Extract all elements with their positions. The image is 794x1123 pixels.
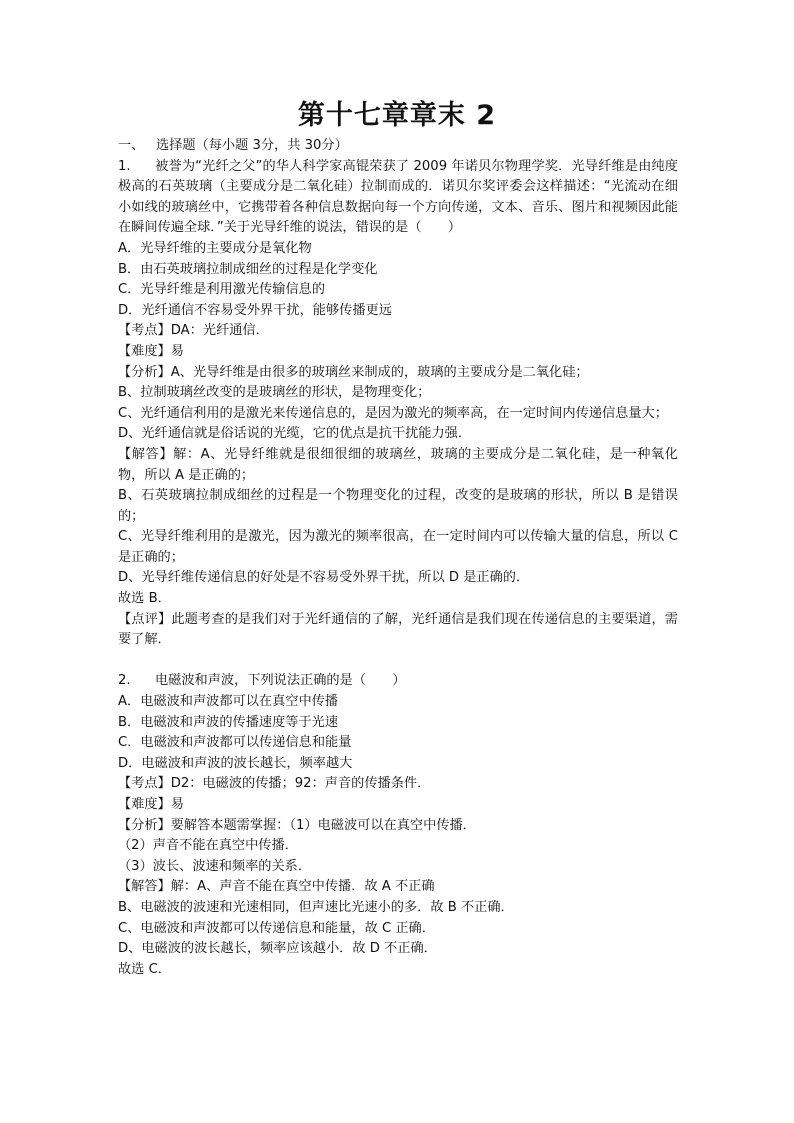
question-text: 被誉为“光纤之父”的华人科学家高锟荣获了 2009 年诺贝尔物理学奖．光导纤维是由纯度极高的石英玻璃（主要成分是二氧化硅）拉制而成的．诺贝尔奖评委会这样描述：“光流动在细小如线的玻璃丝中，它携带着各种信息数据向每一个方向传递，文本、音乐、图片和视频因此能在瞬间传遍全球．”关于光导纤维的说法，错误的是（ ） (118, 158, 678, 236)
document-body (118, 136, 678, 980)
section-heading (118, 136, 678, 157)
option-c: C．电磁波和声波都可以传递信息和能量 (118, 735, 352, 751)
difficulty: 【难度】易 (118, 797, 184, 812)
answer-choice: 故选 B． (118, 591, 171, 607)
question-1-stem (118, 157, 678, 239)
analysis-line: 【分析】要解答本题需掌握：（1）电磁波可以在真空中传播． (118, 817, 476, 833)
section-number: 一、 (118, 138, 145, 153)
difficulty: 【难度】易 (118, 343, 184, 359)
kaodian: 【考点】D2：电磁波的传播；92：声音的传播条件． (118, 776, 431, 792)
question-number: 2. (118, 673, 131, 689)
analysis-line: （3）波长、波速和频率的关系． (118, 858, 312, 874)
option-a: A．光导纤维的主要成分是氧化物 (118, 240, 312, 256)
kaodian: 【考点】DA：光纤通信． (118, 323, 269, 339)
comment: 【点评】此题考查的是我们对于光纤通信的了解，光纤通信是我们现在传递信息的主要渠道，需要了解． (118, 611, 678, 648)
solution-line: 【解答】解：A、声音不能在真空中传播．故 A 不正确 (118, 879, 435, 895)
option-a: A．电磁波和声波都可以在真空中传播 (118, 694, 339, 710)
answer-choice: 故选 C． (118, 961, 171, 977)
option-d: D．光纤通信不容易受外界干扰，能够传播更远 (118, 302, 392, 318)
option-d: D．电磁波和声波的波长越长，频率越大 (118, 755, 353, 771)
option-c: C．光导纤维是利用激光传输信息的 (118, 282, 326, 298)
question-text: 电磁波和声波，下列说法正确的是（ ） (155, 673, 406, 689)
analysis-line: C、光纤通信利用的是激光来传递信息的，是因为激光的频率高，在一定时间内传递信息量大； (118, 405, 668, 421)
section-label: 选择题（每小题 3分，共 30分） (156, 138, 348, 153)
solution-line: C、光导纤维利用的是激光，因为激光的频率很高，在一定时间内可以传输大量的信息，所以 C 是正确的； (118, 529, 678, 565)
solution-line: B、电磁波的波速和光速相同，但声速比光速小的多．故 B 不正确． (118, 899, 514, 915)
option-b: B．电磁波和声波的传播速度等于光速 (118, 714, 339, 730)
analysis-line: D、光纤通信就是俗话说的光缆，它的优点是抗干扰能力强． (118, 426, 472, 442)
solution-line: C、电磁波和声波都可以传递信息和能量，故 C 正确． (118, 920, 435, 936)
solution-line: D、电磁波的波长越长，频率应该越小．故 D 不正确． (118, 941, 437, 957)
analysis-line: 【分析】A、光导纤维是由很多的玻璃丝来制成的，玻璃的主要成分是二氧化硅； (118, 364, 589, 380)
analysis-line: （2）声音不能在真空中传播． (118, 838, 298, 854)
page-title: 第十七章章末 2 (297, 100, 497, 131)
analysis-line: B、拉制玻璃丝改变的是玻璃丝的形状，是物理变化； (118, 385, 431, 401)
solution-line: D、光导纤维传递信息的好处是不容易受外界干扰，所以 D 是正确的． (118, 570, 530, 586)
question-number: 1. (118, 158, 131, 174)
solution-line: 【解答】解：A、光导纤维就是很细很细的玻璃丝，玻璃的主要成分是二氧化硅，是一种氧化物，所以 A 是正确的； (118, 446, 678, 483)
option-b: B．由石英玻璃拉制成细丝的过程是化学变化 (118, 261, 378, 277)
solution-line: B、石英玻璃拉制成细丝的过程是一个物理变化的过程，改变的是玻璃的形状，所以 B 是错误的； (118, 488, 678, 524)
question-2-stem (118, 671, 678, 692)
